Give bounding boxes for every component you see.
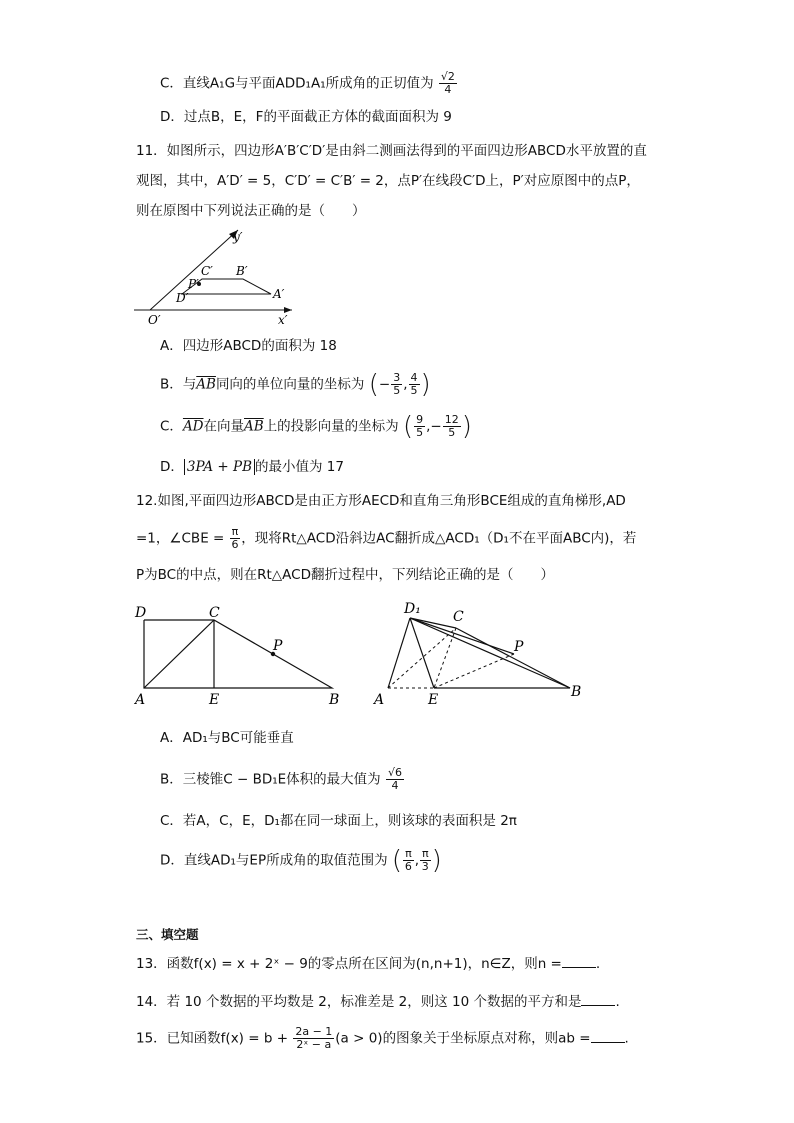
fraction-denominator: 5 bbox=[410, 384, 418, 397]
answer-blank[interactable] bbox=[562, 955, 596, 968]
q12-option-c: C．若A，C，E，D₁都在同一球面上，则该球的表面积是 2π bbox=[160, 813, 517, 829]
right-paren-icon: ) bbox=[431, 845, 442, 876]
option-b-prefix: B．与 bbox=[160, 376, 197, 393]
q10-option-c bbox=[160, 71, 458, 96]
q15-post: (a > 0)的图象关于坐标原点对称，则ab = bbox=[335, 1030, 591, 1047]
fraction bbox=[386, 767, 404, 792]
q12-option-b bbox=[160, 767, 405, 792]
period: . bbox=[595, 956, 601, 972]
option-b-middle: 同向的单位向量的坐标为 bbox=[215, 376, 365, 393]
vector-ab: $\overline{AB}$ bbox=[196, 376, 216, 393]
period: . bbox=[615, 994, 620, 1010]
label-d1: D₁ bbox=[404, 601, 421, 617]
label-c: C bbox=[209, 605, 220, 621]
fraction-numerator: 2a − 1 bbox=[295, 1025, 333, 1038]
q12-option-d: D．直线AD₁与EP所成角的取值范围为 ( $\frac{\pi}{6}$ , $\frac{\pi}{3}$ ) bbox=[160, 845, 442, 876]
label-b: B bbox=[571, 684, 582, 700]
fraction bbox=[414, 414, 425, 439]
fraction-numerator: √6 bbox=[387, 766, 402, 779]
q10-option-c-text: C．直线A₁G与平面ADD₁A₁所成角的正切值为 bbox=[160, 75, 434, 92]
q11-option-b: B．与$\overline{AB}$同向的单位向量的坐标为 (− $\frac{3}{5}$ , $\frac{4}{5}$ ) bbox=[160, 369, 431, 400]
label-y: y′ bbox=[233, 230, 243, 244]
q15 bbox=[136, 1026, 629, 1051]
trapezoid-outline bbox=[144, 620, 332, 688]
q14 bbox=[136, 993, 620, 1011]
fraction bbox=[420, 848, 431, 873]
fraction-numerator: √2 bbox=[440, 70, 455, 83]
fraction-denominator: 3 bbox=[421, 860, 429, 873]
vector-ab: $\overline{AB}$ bbox=[244, 418, 264, 435]
fraction bbox=[230, 526, 241, 551]
q11-stem-line1: 11．如图所示，四边形A′B′C′D′是由斜二测画法得到的平面四边形ABCD水平放置的直 bbox=[136, 143, 647, 159]
label-d: D′ bbox=[176, 291, 189, 305]
label-p: P bbox=[273, 638, 283, 654]
q13 bbox=[136, 955, 600, 973]
option-d-text: D．直线AD₁与EP所成角的取值范围为 bbox=[160, 852, 388, 869]
fraction-denominator: 6 bbox=[231, 538, 239, 551]
segment-ad1 bbox=[388, 618, 410, 688]
right-paren-icon: ) bbox=[420, 369, 431, 400]
fraction-denominator: 5 bbox=[448, 426, 456, 439]
label-p: P bbox=[514, 639, 524, 655]
segment-d1b bbox=[410, 618, 570, 688]
q11-oblique-figure bbox=[130, 226, 300, 330]
segment-d1e bbox=[410, 618, 434, 688]
answer-blank[interactable] bbox=[581, 993, 615, 1006]
left-paren-icon: ( bbox=[402, 411, 414, 442]
fraction-numerator: 12 bbox=[444, 413, 459, 426]
option-d-post: 的最小值为 17 bbox=[255, 459, 344, 475]
fraction bbox=[391, 372, 402, 397]
y-axis bbox=[150, 230, 238, 310]
fraction bbox=[443, 414, 461, 439]
stem-line2-post: ，现将Rt△ACD沿斜边AC翻折成△ACD₁（D₁不在平面ABC内)，若 bbox=[241, 530, 637, 547]
label-b: B′ bbox=[236, 264, 248, 278]
vector-ad: $\overline{AD}$ bbox=[182, 418, 204, 435]
q12-folded-figure bbox=[372, 598, 594, 710]
fraction bbox=[409, 372, 420, 397]
stem-line2-prefix: =1，∠CBE = bbox=[136, 530, 225, 547]
fraction-numerator: π bbox=[231, 525, 239, 538]
left-paren-icon: ( bbox=[368, 369, 379, 400]
label-a: A bbox=[374, 692, 385, 708]
q12-stem-line3: P为BC的中点，则在Rt△ACD翻折过程中，下列结论正确的是（ ） bbox=[136, 567, 554, 583]
q12-stem-line2 bbox=[136, 526, 636, 551]
diagonal-ac bbox=[144, 620, 214, 688]
label-p: P′ bbox=[188, 277, 199, 291]
label-c: C bbox=[453, 609, 464, 625]
fraction-numerator: 4 bbox=[410, 371, 418, 384]
fraction-numerator: π bbox=[421, 847, 429, 860]
q12-option-a: A．AD₁与BC可能垂直 bbox=[160, 730, 294, 746]
fraction-denominator: 4 bbox=[444, 83, 452, 96]
fraction bbox=[403, 848, 414, 873]
left-paren-icon: ( bbox=[391, 845, 403, 876]
label-d: D bbox=[135, 605, 147, 621]
q11-option-a: A．四边形ABCD的面积为 18 bbox=[160, 338, 337, 354]
q12-trapezoid-figure bbox=[130, 598, 350, 710]
option-d-prefix: D． bbox=[160, 459, 184, 475]
label-c: C′ bbox=[201, 264, 213, 278]
q11-stem-line2: 观图，其中，A′D′ = 5，C′D′ = C′B′ = 2，点P′在线段C′D上，P′对应原图中的点P， bbox=[136, 173, 640, 189]
label-x: x′ bbox=[278, 313, 288, 327]
answer-blank[interactable] bbox=[591, 1030, 625, 1043]
option-c-post: 上的投影向量的坐标为 bbox=[263, 418, 399, 435]
label-a: A bbox=[135, 692, 146, 708]
period: . bbox=[624, 1030, 629, 1047]
option-c-middle: 在向量 bbox=[203, 418, 245, 435]
segment-ac-hidden bbox=[388, 628, 456, 688]
segment-cb bbox=[456, 628, 570, 688]
fraction-denominator: 5 bbox=[416, 426, 424, 439]
fraction-denominator: 5 bbox=[393, 384, 401, 397]
fraction-denominator: 4 bbox=[391, 779, 399, 792]
label-a: A′ bbox=[273, 287, 285, 301]
section-heading: 三、填空题 bbox=[136, 927, 199, 942]
label-o: O′ bbox=[148, 313, 161, 327]
q10-option-d: D．过点B，E，F的平面截正方体的截面面积为 9 bbox=[160, 109, 452, 125]
segment-ep-hidden bbox=[434, 654, 514, 688]
fraction bbox=[293, 1026, 334, 1051]
q11-option-d bbox=[160, 458, 344, 476]
q12-stem-line1: 12.如图,平面四边形ABCD是由正方形AECD和直角三角形BCE组成的直角梯形,AD bbox=[136, 493, 626, 509]
fraction-denominator: 6 bbox=[404, 860, 412, 873]
fraction-numerator: 9 bbox=[416, 413, 424, 426]
option-b-text: B．三棱锥C − BD₁E体积的最大值为 bbox=[160, 771, 381, 788]
fraction-numerator: 3 bbox=[393, 371, 401, 384]
label-e: E bbox=[209, 692, 220, 708]
q13-text: 13．函数f(x) = x + 2ˣ − 9的零点所在区间为(n,n+1)，n∈Z，则n = bbox=[136, 956, 562, 972]
right-paren-icon: ) bbox=[461, 411, 472, 442]
label-e: E bbox=[428, 692, 439, 708]
option-c-prefix: C． bbox=[160, 418, 183, 435]
q11-option-c: C．$\overline{AD}$在向量$\overline{AB}$上的投影向量的坐标为 ( $\frac{9}{5}$ ,− $\frac{12}{5}$ ) bbox=[160, 411, 472, 442]
q15-prefix: 15．已知函数f(x) = b + bbox=[136, 1030, 289, 1047]
fraction-denominator: 2ˣ − a bbox=[296, 1038, 332, 1051]
q10-option-c-fraction bbox=[439, 71, 457, 96]
label-b: B bbox=[329, 692, 340, 708]
vector-norm-expression: 3PA + PB bbox=[184, 459, 255, 475]
q11-stem-line3: 则在原图中下列说法正确的是（ ） bbox=[136, 203, 366, 219]
fraction-numerator: π bbox=[405, 847, 412, 860]
q14-text: 14．若 10 个数据的平均数是 2，标准差是 2，则这 10 个数据的平方和是 bbox=[136, 994, 582, 1010]
